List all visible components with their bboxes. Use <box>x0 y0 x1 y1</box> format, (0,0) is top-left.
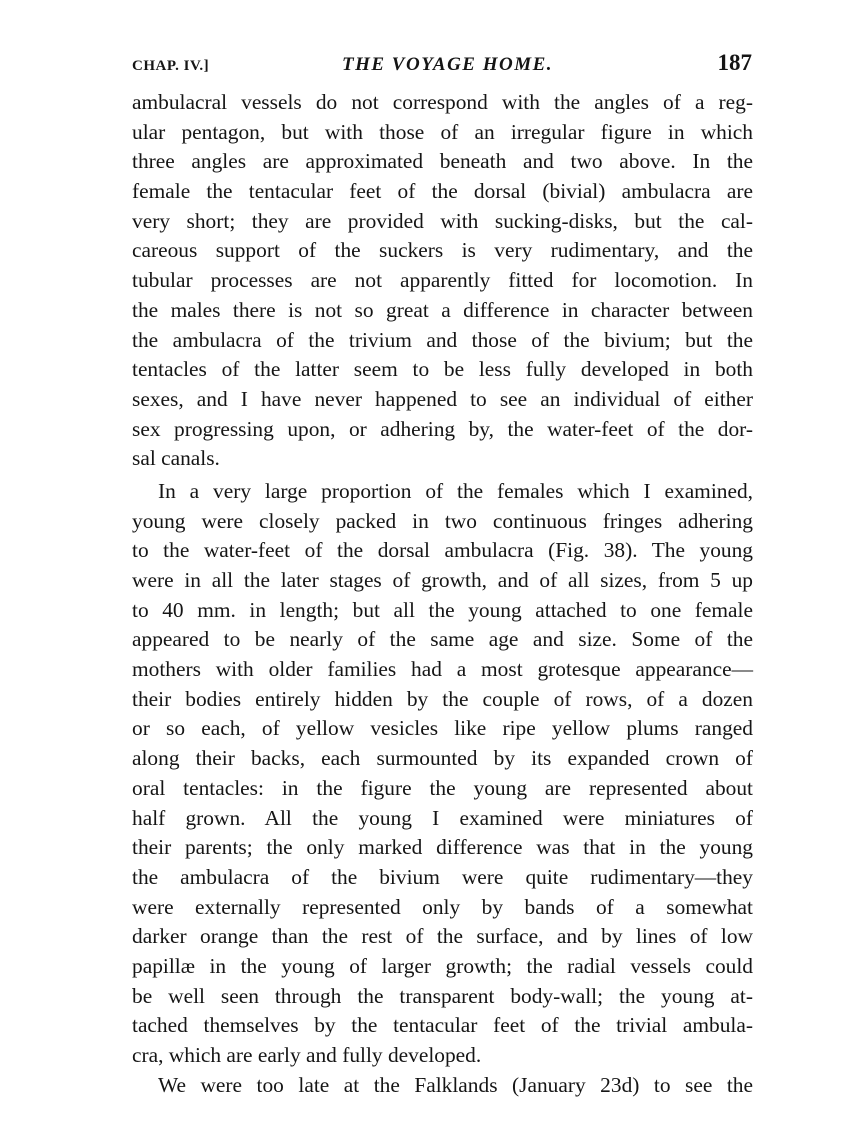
running-title: THE VOYAGE HOME. <box>342 54 554 75</box>
text-line: their bodies entirely hidden by the couple of rows, of a dozen <box>132 686 753 711</box>
body-text <box>132 88 753 1100</box>
text-line: In a very large proportion of the females which I examined, <box>158 478 753 503</box>
paragraph <box>132 1071 753 1101</box>
chapter-label: CHAP. IV.] <box>132 58 210 74</box>
text-line: the ambulacra of the bivium were quite rudimentary—they <box>132 864 753 889</box>
text-line: to the water-feet of the dorsal ambulacra (Fig. 38). The young <box>132 538 753 563</box>
text-line: half grown. All the young I examined were miniatures of <box>132 805 753 830</box>
page-number: 187 <box>717 50 752 75</box>
text-line: papillæ in the young of larger growth; the radial vessels could <box>132 953 753 978</box>
text-line: darker orange than the rest of the surface, and by lines of low <box>132 924 753 949</box>
text-line: three angles are approximated beneath and two above. In the <box>132 149 753 174</box>
text-line: tentacles of the latter seem to be less fully developed in both <box>132 357 753 382</box>
text-line: or so each, of yellow vesicles like ripe yellow plums ranged <box>132 716 753 741</box>
text-line: female the tentacular feet of the dorsal (bivial) ambulacra are <box>132 179 753 204</box>
text-line: be well seen through the transparent body-wall; the young at- <box>132 983 753 1008</box>
text-line: sal canals. <box>132 446 220 471</box>
text-line: mothers with older families had a most grotesque appearance— <box>132 657 753 682</box>
text-line: careous support of the suckers is very rudimentary, and the <box>132 238 753 263</box>
paragraph <box>132 88 753 474</box>
text-line: tubular processes are not apparently fitted for locomotion. In <box>132 268 753 293</box>
text-line: ambulacral vessels do not correspond with the angles of a reg- <box>132 90 753 114</box>
text-line: sexes, and I have never happened to see an individual of either <box>132 386 753 411</box>
text-line: along their backs, each surmounted by its expanded crown of <box>132 746 753 771</box>
text-line: very short; they are provided with sucking-disks, but the cal- <box>132 208 753 233</box>
text-line: their parents; the only marked difference was that in the young <box>132 835 753 860</box>
text-line: tached themselves by the tentacular feet of the trivial ambula- <box>132 1013 753 1038</box>
text-line: the ambulacra of the trivium and those of the bivium; but the <box>132 327 753 352</box>
text-line: oral tentacles: in the figure the young are represented about <box>132 775 753 800</box>
text-line: cra, which are early and fully developed. <box>132 1043 482 1067</box>
text-line: ular pentagon, but with those of an irregular figure in which <box>132 119 753 144</box>
text-line: sex progressing upon, or adhering by, the water-feet of the dor- <box>132 416 753 441</box>
text-line: were externally represented only by bands of a somewhat <box>132 894 753 919</box>
text-line: young were closely packed in two continuous fringes adhering <box>132 508 753 533</box>
text-line: appeared to be nearly of the same age and size. Some of the <box>132 627 753 652</box>
running-header <box>132 50 752 86</box>
text-line: We were too late at the Falklands (January 23d) to see the <box>158 1072 753 1097</box>
text-line: were in all the later stages of growth, and of all sizes, from 5 up <box>132 568 753 592</box>
text-line: to 40 mm. in length; but all the young attached to one female <box>132 597 753 622</box>
text-line: the males there is not so great a difference in character between <box>132 297 753 322</box>
paragraph <box>132 477 753 1071</box>
